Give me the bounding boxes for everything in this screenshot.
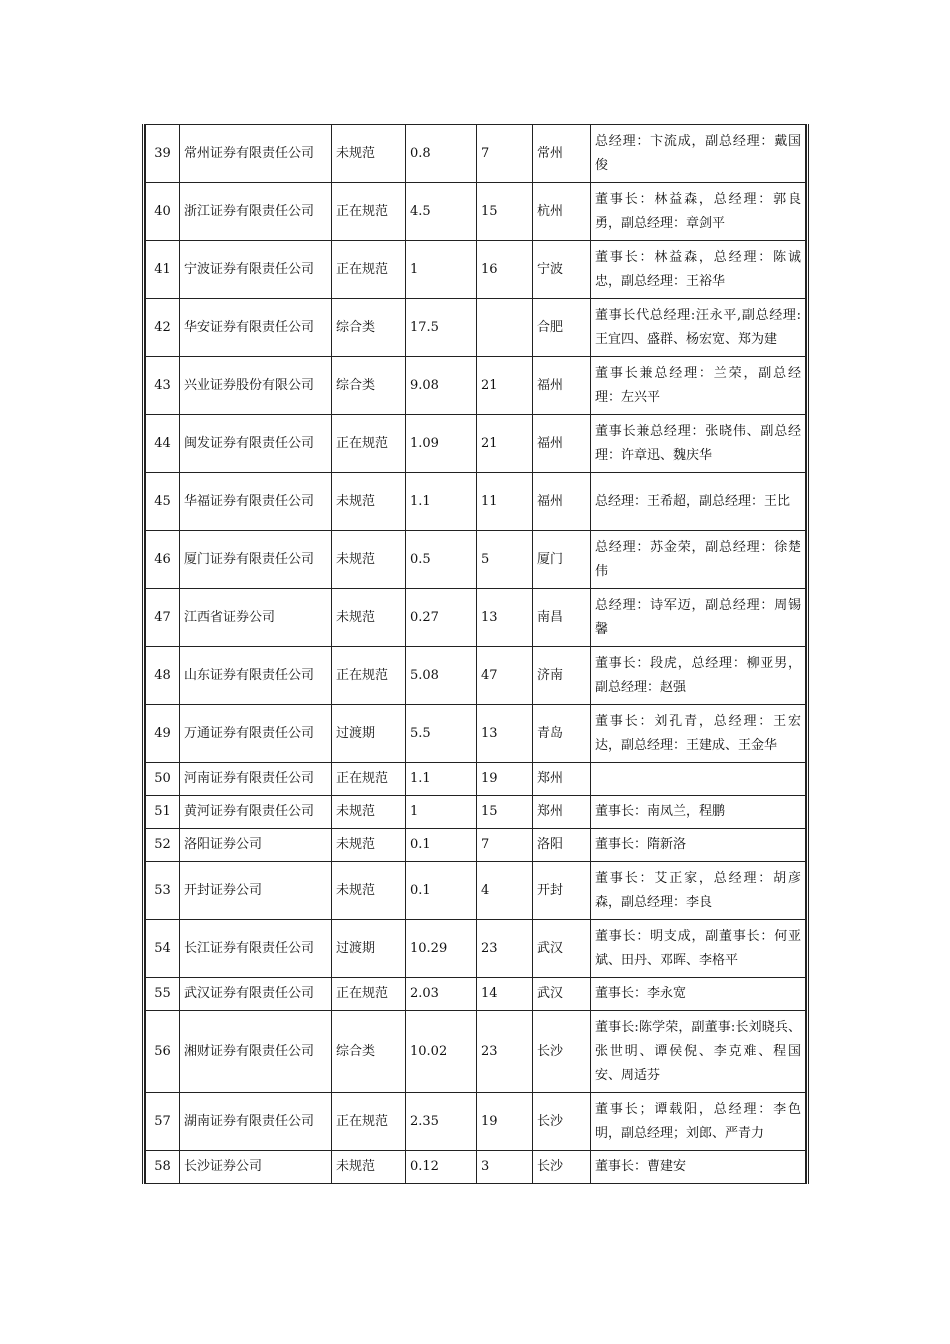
table-row (146, 978, 806, 1011)
branch-count-cell: 13 (477, 705, 533, 763)
table-row (146, 183, 806, 241)
company-name-cell: 长沙证券公司 (180, 1151, 332, 1184)
company-name-cell: 湘财证券有限责任公司 (180, 1011, 332, 1093)
table-row (146, 531, 806, 589)
registered-capital-cell: 2.35 (406, 1093, 477, 1151)
company-name-cell: 长江证券有限责任公司 (180, 920, 332, 978)
branch-count-cell: 3 (477, 1151, 533, 1184)
table-row (146, 796, 806, 829)
city-cell: 武汉 (533, 920, 591, 978)
branch-count-cell: 21 (477, 415, 533, 473)
table-row (146, 1151, 806, 1184)
row-number-cell: 48 (146, 647, 180, 705)
branch-count-cell: 15 (477, 796, 533, 829)
management-cell: 董事长；谭载阳，总经理：李色明，副总经理；刘郎、严青力 (591, 1093, 806, 1151)
table-row (146, 763, 806, 796)
status-cell: 正在规范 (332, 241, 406, 299)
management-cell: 董事长:陈学荣，副董事:长刘晓兵、张世明、谭侯倪、李克难、程国安、周适芬 (591, 1011, 806, 1093)
branch-count-cell: 23 (477, 1011, 533, 1093)
table-row (146, 473, 806, 531)
city-cell: 福州 (533, 415, 591, 473)
securities-table-frame (142, 124, 809, 1184)
row-number-cell: 44 (146, 415, 180, 473)
city-cell: 福州 (533, 473, 591, 531)
company-name-cell: 兴业证券股份有限公司 (180, 357, 332, 415)
table-body (146, 125, 806, 1184)
row-number-cell: 58 (146, 1151, 180, 1184)
company-name-cell: 华安证券有限责任公司 (180, 299, 332, 357)
registered-capital-cell: 0.5 (406, 531, 477, 589)
city-cell: 常州 (533, 125, 591, 183)
status-cell: 未规范 (332, 531, 406, 589)
registered-capital-cell: 0.8 (406, 125, 477, 183)
company-name-cell: 洛阳证券公司 (180, 829, 332, 862)
status-cell: 未规范 (332, 829, 406, 862)
row-number-cell: 49 (146, 705, 180, 763)
management-cell: 总经理：苏金荣，副总经理：徐楚伟 (591, 531, 806, 589)
row-number-cell: 46 (146, 531, 180, 589)
status-cell: 正在规范 (332, 763, 406, 796)
row-number-cell: 55 (146, 978, 180, 1011)
city-cell: 厦门 (533, 531, 591, 589)
row-number-cell: 53 (146, 862, 180, 920)
table-row (146, 705, 806, 763)
company-name-cell: 闽发证券有限责任公司 (180, 415, 332, 473)
table-row (146, 415, 806, 473)
status-cell: 未规范 (332, 796, 406, 829)
company-name-cell: 开封证券公司 (180, 862, 332, 920)
registered-capital-cell: 0.1 (406, 829, 477, 862)
management-cell: 董事长：艾正家，总经理：胡彦森，副总经理：李良 (591, 862, 806, 920)
table-row (146, 241, 806, 299)
company-name-cell: 浙江证券有限责任公司 (180, 183, 332, 241)
row-number-cell: 45 (146, 473, 180, 531)
registered-capital-cell: 1.09 (406, 415, 477, 473)
city-cell: 长沙 (533, 1151, 591, 1184)
branch-count-cell: 47 (477, 647, 533, 705)
securities-table (145, 124, 806, 1184)
status-cell: 过渡期 (332, 705, 406, 763)
city-cell: 南昌 (533, 589, 591, 647)
branch-count-cell: 15 (477, 183, 533, 241)
status-cell: 正在规范 (332, 415, 406, 473)
status-cell: 正在规范 (332, 1093, 406, 1151)
registered-capital-cell: 0.1 (406, 862, 477, 920)
city-cell: 宁波 (533, 241, 591, 299)
management-cell (591, 763, 806, 796)
table-row (146, 357, 806, 415)
branch-count-cell: 19 (477, 763, 533, 796)
city-cell: 洛阳 (533, 829, 591, 862)
status-cell: 未规范 (332, 473, 406, 531)
city-cell: 开封 (533, 862, 591, 920)
table-row (146, 1011, 806, 1093)
management-cell: 董事长：段虎，总经理：柳亚男，副总经理：赵强 (591, 647, 806, 705)
management-cell: 董事长：刘孔青，总经理：王宏达，副总经理：王建成、王金华 (591, 705, 806, 763)
registered-capital-cell: 10.02 (406, 1011, 477, 1093)
branch-count-cell: 14 (477, 978, 533, 1011)
registered-capital-cell: 1 (406, 241, 477, 299)
status-cell: 过渡期 (332, 920, 406, 978)
company-name-cell: 湖南证券有限责任公司 (180, 1093, 332, 1151)
city-cell: 青岛 (533, 705, 591, 763)
status-cell: 未规范 (332, 1151, 406, 1184)
management-cell: 总经理：王希超，副总经理：王比 (591, 473, 806, 531)
status-cell: 未规范 (332, 862, 406, 920)
status-cell: 综合类 (332, 1011, 406, 1093)
city-cell: 济南 (533, 647, 591, 705)
branch-count-cell: 13 (477, 589, 533, 647)
status-cell: 正在规范 (332, 978, 406, 1011)
registered-capital-cell: 0.27 (406, 589, 477, 647)
management-cell: 董事长：南凤兰，程鹏 (591, 796, 806, 829)
row-number-cell: 41 (146, 241, 180, 299)
city-cell: 福州 (533, 357, 591, 415)
management-cell: 总经理：卞流成，副总经理：戴国俊 (591, 125, 806, 183)
branch-count-cell: 23 (477, 920, 533, 978)
management-cell: 总经理：诗军迈，副总经理：周锡馨 (591, 589, 806, 647)
status-cell: 正在规范 (332, 183, 406, 241)
branch-count-cell: 7 (477, 125, 533, 183)
row-number-cell: 56 (146, 1011, 180, 1093)
status-cell: 综合类 (332, 299, 406, 357)
status-cell: 综合类 (332, 357, 406, 415)
city-cell: 长沙 (533, 1011, 591, 1093)
row-number-cell: 50 (146, 763, 180, 796)
table-row (146, 589, 806, 647)
status-cell: 未规范 (332, 589, 406, 647)
city-cell: 长沙 (533, 1093, 591, 1151)
management-cell: 董事长：曹建安 (591, 1151, 806, 1184)
row-number-cell: 40 (146, 183, 180, 241)
status-cell: 正在规范 (332, 647, 406, 705)
management-cell: 董事长：明支成，副董事长：何亚斌、田丹、邓晖、李格平 (591, 920, 806, 978)
city-cell: 郑州 (533, 796, 591, 829)
management-cell: 董事长：隋新洛 (591, 829, 806, 862)
management-cell: 董事长兼总经理：兰荣，副总经理：左兴平 (591, 357, 806, 415)
branch-count-cell: 19 (477, 1093, 533, 1151)
registered-capital-cell: 10.29 (406, 920, 477, 978)
branch-count-cell: 11 (477, 473, 533, 531)
branch-count-cell: 4 (477, 862, 533, 920)
table-row (146, 647, 806, 705)
table-row (146, 299, 806, 357)
company-name-cell: 武汉证券有限责任公司 (180, 978, 332, 1011)
registered-capital-cell: 1.1 (406, 763, 477, 796)
branch-count-cell (477, 299, 533, 357)
company-name-cell: 常州证券有限责任公司 (180, 125, 332, 183)
city-cell: 杭州 (533, 183, 591, 241)
management-cell: 董事长：李永宽 (591, 978, 806, 1011)
company-name-cell: 万通证券有限责任公司 (180, 705, 332, 763)
registered-capital-cell: 1 (406, 796, 477, 829)
branch-count-cell: 5 (477, 531, 533, 589)
row-number-cell: 42 (146, 299, 180, 357)
row-number-cell: 47 (146, 589, 180, 647)
company-name-cell: 河南证券有限责任公司 (180, 763, 332, 796)
registered-capital-cell: 4.5 (406, 183, 477, 241)
city-cell: 郑州 (533, 763, 591, 796)
table-row (146, 862, 806, 920)
management-cell: 董事长代总经理:汪永平,副总经理:王宜四、盛群、杨宏宽、郑为建 (591, 299, 806, 357)
table-row (146, 829, 806, 862)
branch-count-cell: 21 (477, 357, 533, 415)
row-number-cell: 39 (146, 125, 180, 183)
registered-capital-cell: 1.1 (406, 473, 477, 531)
row-number-cell: 54 (146, 920, 180, 978)
city-cell: 武汉 (533, 978, 591, 1011)
status-cell: 未规范 (332, 125, 406, 183)
branch-count-cell: 7 (477, 829, 533, 862)
company-name-cell: 宁波证券有限责任公司 (180, 241, 332, 299)
registered-capital-cell: 9.08 (406, 357, 477, 415)
registered-capital-cell: 0.12 (406, 1151, 477, 1184)
table-row (146, 125, 806, 183)
row-number-cell: 51 (146, 796, 180, 829)
table-row (146, 1093, 806, 1151)
registered-capital-cell: 5.5 (406, 705, 477, 763)
company-name-cell: 山东证券有限责任公司 (180, 647, 332, 705)
management-cell: 董事长：林益森，总经理：陈诚忠，副总经理：王裕华 (591, 241, 806, 299)
company-name-cell: 华福证券有限责任公司 (180, 473, 332, 531)
company-name-cell: 江西省证券公司 (180, 589, 332, 647)
row-number-cell: 43 (146, 357, 180, 415)
company-name-cell: 厦门证券有限责任公司 (180, 531, 332, 589)
table-row (146, 920, 806, 978)
city-cell: 合肥 (533, 299, 591, 357)
registered-capital-cell: 5.08 (406, 647, 477, 705)
branch-count-cell: 16 (477, 241, 533, 299)
management-cell: 董事长：林益森，总经理：郭良勇，副总经理：章剑平 (591, 183, 806, 241)
company-name-cell: 黄河证券有限责任公司 (180, 796, 332, 829)
row-number-cell: 52 (146, 829, 180, 862)
row-number-cell: 57 (146, 1093, 180, 1151)
registered-capital-cell: 17.5 (406, 299, 477, 357)
registered-capital-cell: 2.03 (406, 978, 477, 1011)
management-cell: 董事长兼总经理：张晓伟、副总经理：许章迅、魏庆华 (591, 415, 806, 473)
